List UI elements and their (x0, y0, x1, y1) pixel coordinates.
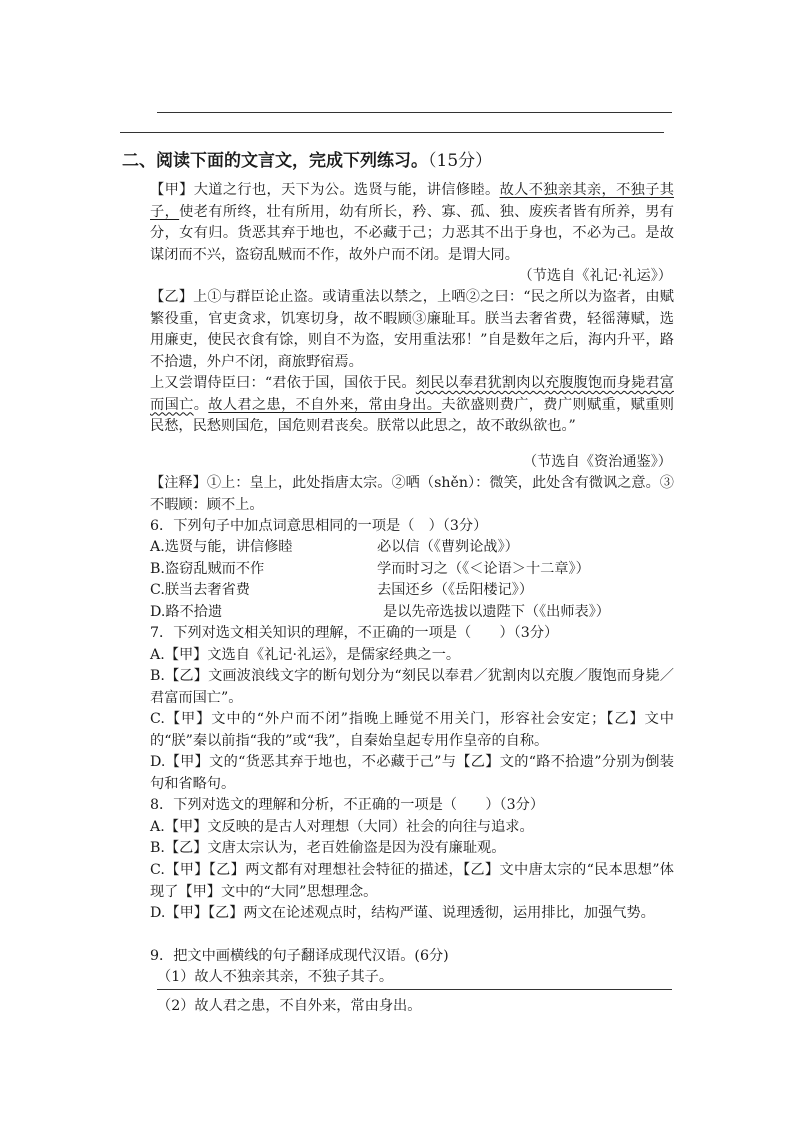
q8-stem: 8．下列对选文的理解和分析，不正确的一项是（ ）（3分） (150, 797, 545, 813)
section-title (122, 146, 492, 171)
q8-option-d: D.【甲】【乙】两文在论述观点时，结构严谨、说理透彻，运用排比，加强气势。 (150, 905, 655, 921)
q9-sentence-2: （2）故人君之患，不自外来，常由身出。 (157, 998, 422, 1014)
passage-jia-underlined: 故人不独亲其亲，不独子其子， (150, 182, 674, 220)
q8-option-c: C.【甲】【乙】两文都有对理想社会特征的描述，【乙】文中唐太宗的“民本思想”体现了【甲】文中的“大同”思想理念。 (150, 862, 674, 900)
passage-yi-wavy: 刻民以奉君犹割肉以充腹腹饱而身毙君富而国亡 (150, 375, 674, 413)
q9-sentence-1: （1）故人不独亲其亲，不独子其子。 (157, 969, 394, 985)
passage-yi-text-2b: 。 (193, 396, 209, 413)
q7-stem: 7．下列对选文相关知识的理解，不正确的一项是（ ）（3分） (150, 625, 559, 641)
passage-yi-text-2a: 上又尝谓侍臣曰：“君依于国，国依于民。 (150, 375, 416, 391)
top-rule-2 (120, 132, 664, 133)
q6-option-a-left: A.选贤与能，讲信修睦 (150, 539, 293, 555)
passage-yi-tag: 【乙】 (150, 289, 194, 305)
section-score: （15分） (428, 151, 493, 171)
top-rule-1 (157, 112, 672, 113)
q6-option-b-left: B.盗窃乱贼而不作 (150, 561, 265, 577)
passage-jia-text-2: 使老有所终，壮有所用，幼有所长，矜、寡、孤、独、废疾者皆有所养，男有分，女有归。货恶其弃于地也，不必藏于己；力恶其不出于身也，不必为己。是故谋闭而不兴，盗窃乱贼而不作，故外户而不闭。是谓大同。 (150, 203, 674, 263)
q7-option-a: A.【甲】文选自《礼记·礼运》，是儒家经典之一。 (150, 647, 461, 663)
passage-jia (122, 180, 674, 266)
q7-option-d: D.【甲】文的“货恶其弃于地也，不必藏于己”与【乙】文的“路不拾遗”分别为倒装句和省略句。 (150, 754, 674, 792)
q6-option-d-right: 是以先帝选拔以遗陛下（《出师表》） (383, 604, 610, 620)
passage-jia-source: （节选自《礼记·礼运》） (518, 268, 672, 284)
passage-yi-source: （节选自《资治通鉴》） (523, 454, 672, 470)
q8-option-a: A.【甲】文反映的是古人对理想（大同）社会的向往与追求。 (150, 819, 534, 835)
q6-stem: 6．下列句子中加点词意思相同的一项是（ ）（3分） (150, 518, 488, 534)
notes-text: ①上：皇上，此处指唐太宗。②哂（shěn）：微笑，此处含有微讽之意。③不暇顾：顾不上。 (150, 475, 674, 513)
passage-jia-text-1: 大道之行也，天下为公。选贤与能，讲信修睦。 (193, 182, 500, 198)
q6-option-c-left: C.朕当去奢省费 (150, 582, 250, 598)
passage-yi-para-2 (122, 373, 674, 438)
q6-option-b-right: 学而时习之（《＜论语＞十二章》） (377, 561, 590, 577)
passage-yi-text-1: 上①与群臣论止盗。或请重法以禁之，上哂②之曰：“民之所以为盗者，由赋繁役重，官吏贪求，饥寒切身，故不暇顾③廉耻耳。朕当去奢省费，轻徭薄赋，选用廉吏，使民衣食有馀，则自不为盗，安用重法邪！”自是数年之后，海内升平，路不拾遗，外户不闭，商旅野宿焉。 (150, 289, 674, 370)
q7-option-c: C.【甲】文中的“外户而不闭”指晚上睡觉不用关门，形容社会安定；【乙】文中的“朕”秦以前指“我的”或“我”，自秦始皇起专用作皇帝的自称。 (150, 711, 674, 749)
notes (122, 473, 674, 516)
q6-option-a-right: 必以信（《曹刿论战》） (377, 539, 519, 555)
passage-yi-para-1 (122, 287, 674, 373)
passage-yi-underlined: 故人君之患，不自外来，常由身出。 (208, 396, 442, 413)
q6-option-d-left: D.路不拾遗 (150, 604, 223, 620)
passage-jia-tag: 【甲】 (150, 182, 194, 198)
passage-yi-text-2c: 夫欲盛则费广，费广则赋重，赋重则民愁，民愁则国危，国危则君丧矣。朕常以此思之，故不敢纵欲也。” (150, 396, 674, 434)
q8-option-b: B.【乙】文唐太宗认为，老百姓偷盗是因为没有廉耻观。 (150, 840, 506, 856)
notes-tag: 【注释】 (150, 475, 207, 491)
q9-answer-line-1 (157, 989, 672, 990)
section-title-text: 二、阅读下面的文言文，完成下列练习。 (122, 151, 428, 171)
q6-option-c-right: 去国还乡（《岳阳楼记》） (377, 582, 534, 598)
q7-option-b: B.【乙】文画波浪线文字的断句划分为“刻民以奉君／犹割肉以充腹／腹饱而身毙／君富而国亡”。 (150, 668, 674, 706)
q9-stem: 9．把文中画横线的句子翻译成现代汉语。(6分) (150, 948, 449, 964)
